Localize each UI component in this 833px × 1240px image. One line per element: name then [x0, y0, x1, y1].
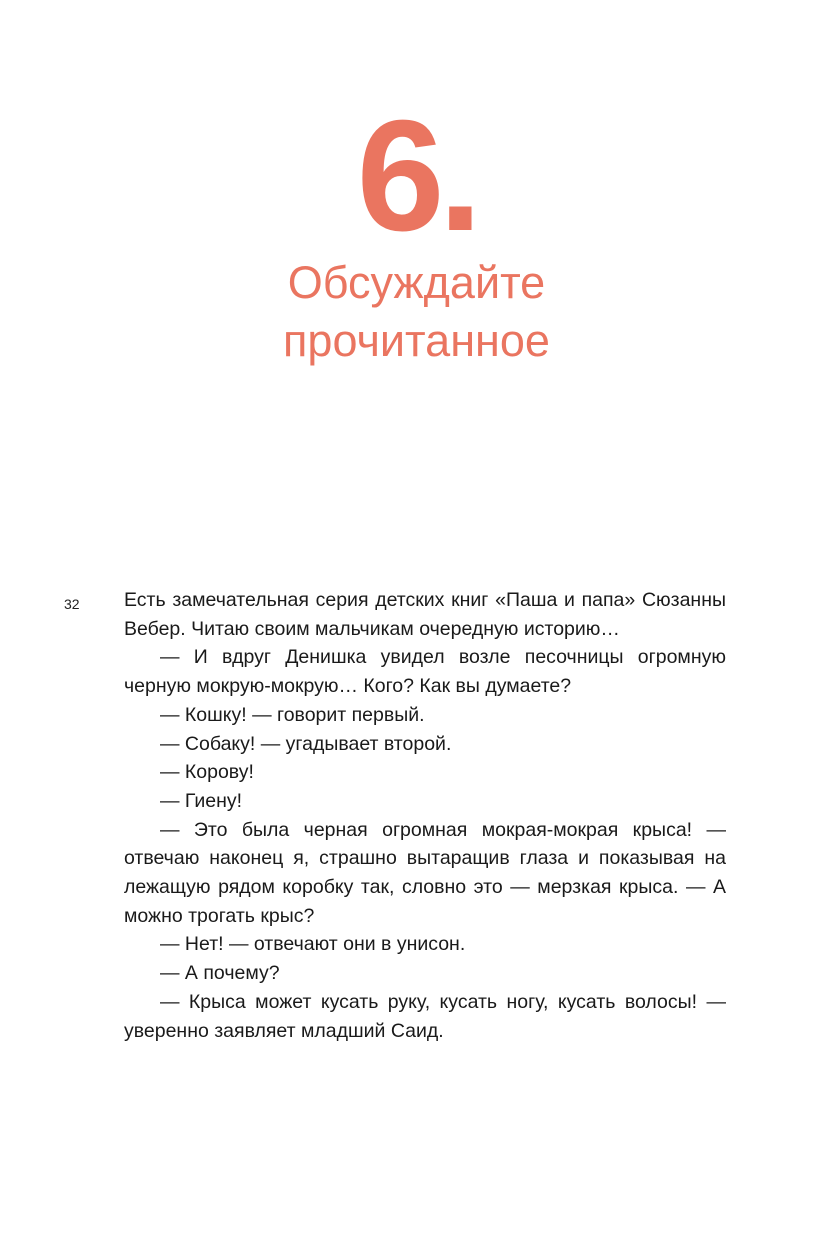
paragraph: — Кошку! — говорит первый. [160, 703, 425, 726]
chapter-number: 6. [356, 88, 477, 264]
paragraph: — Это была черная огромная мокрая-мокрая крыса! — отвечаю наконец я, страшно вытаращив глаза и показывая на лежащую рядом коробку так, словно это — мерзкая крыса. — А можно трогать крыс? [124, 818, 726, 927]
paragraph: — А почему? [160, 962, 280, 985]
paragraph: — Гиену! [160, 789, 243, 812]
paragraph: — Нет! — отвечают они в унисон. [160, 933, 466, 956]
paragraph: — Крыса может кусать руку, кусать ногу, кусать волосы! — уверенно заявляет младший Саид. [124, 990, 726, 1042]
chapter-title-line-2: прочитанное [283, 315, 550, 366]
paragraph: Есть замечательная серия детских книг «Паша и папа» Сюзанны Вебер. Читаю своим мальчикам очередную историю… [124, 589, 726, 640]
paragraph: — Корову! [160, 761, 254, 784]
chapter-title [0, 254, 833, 370]
paragraph: — И вдруг Денишка увидел возле песочницы огромную черную мокрую-мокрую… Кого? Как вы думаете? [124, 646, 726, 698]
chapter-title-line-1: Обсуждайте [287, 257, 546, 308]
paragraph: — Собаку! — угадывает второй. [160, 732, 452, 755]
page-number: 32 [64, 596, 80, 612]
body-text [124, 586, 726, 1045]
